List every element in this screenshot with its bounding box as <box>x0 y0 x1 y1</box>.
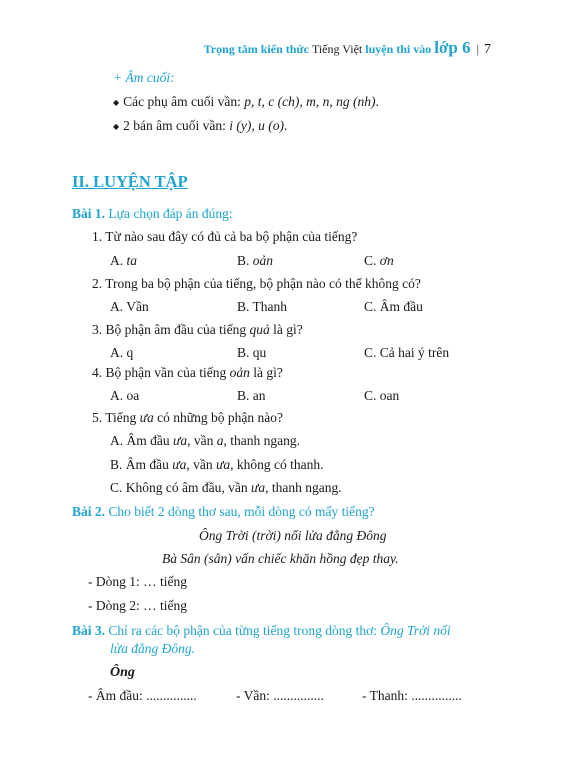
bullet-1-label: Các phụ âm cuối vần: <box>123 94 241 109</box>
q2-option-a: A. Vần <box>110 299 149 314</box>
bai2-label: Bài 2. <box>72 504 106 519</box>
bai3-title: Chỉ ra các bộ phận của từng tiếng trong dòng thơ: <box>108 623 378 638</box>
q5a-part-4: a <box>216 433 224 448</box>
q5-text-pre: 5. Tiếng <box>92 410 137 425</box>
q2-option-c: C. Âm đầu <box>364 299 423 314</box>
bai1-question-4 <box>92 365 283 381</box>
thanh-field: - Thanh: ............... <box>362 688 462 703</box>
q3-text-pre: 3. Bộ phận âm đầu của tiếng <box>92 322 247 337</box>
q1-option-c <box>364 253 394 269</box>
q5c-part-2: ưa <box>250 480 266 495</box>
q3-option-b: B. qu <box>237 345 267 360</box>
q5a-part-2: ưa <box>173 433 188 448</box>
q5b-part-5: , không có thanh. <box>230 457 324 472</box>
bullet-2-value: i (y), u (o) <box>229 118 284 133</box>
am-cuoi-bullet-2 <box>113 118 287 134</box>
bai1-question-3 <box>92 322 303 338</box>
q5b-part-3: , vần <box>186 457 213 472</box>
bai3-verse-part-2: lửa đằng Đông. <box>110 641 195 656</box>
header-text-1: Trọng tâm kiến thức <box>203 42 309 56</box>
bai3-heading <box>72 623 451 639</box>
q5b-part-4: ưa <box>216 457 231 472</box>
q3-word: quả <box>249 322 270 337</box>
q4-word: oản <box>229 365 250 380</box>
bai3-verse-part-1: Ông Trời nổi <box>380 623 451 638</box>
q1-c-letter: C. <box>364 253 377 268</box>
q5-word: ưa <box>139 410 154 425</box>
q4-text-pre: 4. Bộ phận vần của tiếng <box>92 365 227 380</box>
q3-text-post: là gì? <box>273 322 303 337</box>
q4-option-c: C. oan <box>364 388 400 403</box>
bai1-question-5 <box>92 410 283 426</box>
q5-option-b <box>110 457 324 473</box>
am-cuoi-bullet-1 <box>113 94 379 110</box>
bai3-label: Bài 3. <box>72 623 106 638</box>
bullet-2-label: 2 bán âm cuối vần: <box>123 118 226 133</box>
header-text-4: lớp 6 <box>434 38 471 57</box>
poem-line-2: Bà Sân (sân) vấn chiếc khăn hồng đẹp thay. <box>162 551 399 566</box>
section-title: II. LUYỆN TẬP <box>72 172 188 191</box>
poem-line-1: Ông Trời (trời) nổi lửa đằng Đông <box>199 528 387 543</box>
q1-b-text: oản <box>252 253 274 268</box>
bullet-2-end: . <box>284 118 288 133</box>
q5b-part-2: ưa <box>172 457 187 472</box>
q5-option-c <box>110 480 342 496</box>
bai1-label: Bài 1. <box>72 206 106 221</box>
q5-option-a <box>110 433 300 449</box>
bai2-title: Cho biết 2 dòng thơ sau, mỗi dòng có mấy tiếng? <box>108 504 375 519</box>
q1-a-letter: A. <box>110 253 124 268</box>
q1-c-text: ơn <box>379 253 394 268</box>
q4-text-post: là gì? <box>253 365 283 380</box>
q3-option-c: C. Cả hai ý trên <box>364 345 450 360</box>
q1-option-a <box>110 253 137 269</box>
bai2-heading <box>72 504 375 520</box>
q5c-part-3: , thanh ngang. <box>265 480 342 495</box>
q2-option-b: B. Thanh <box>237 299 287 314</box>
page-number: 7 <box>484 42 491 57</box>
bullet-1-end: . <box>375 94 379 109</box>
q4-option-a: A. oa <box>110 388 140 403</box>
bai1-title: Lựa chọn đáp án đúng: <box>108 206 233 221</box>
q1-a-text: ta <box>126 253 138 268</box>
am-cuoi-heading: + Âm cuối: <box>113 70 175 85</box>
q5a-part-5: , thanh ngang. <box>223 433 300 448</box>
bullet-1-value: p, t, c (ch), m, n, ng (nh) <box>244 94 376 109</box>
bai3-word: Ông <box>110 665 135 680</box>
q1-b-letter: B. <box>237 253 250 268</box>
am-dau-field: - Âm đầu: ............... <box>88 688 197 703</box>
page-header <box>204 38 491 58</box>
q3-option-a: A. q <box>110 345 134 360</box>
bai1-heading <box>72 206 233 222</box>
header-text-2: Tiếng Việt <box>311 42 363 56</box>
q1-option-b <box>237 253 273 269</box>
bai1-question-1: 1. Từ nào sau đây có đủ cả ba bộ phận của tiếng? <box>92 229 358 244</box>
bai2-answer-2: - Dòng 2: … tiếng <box>88 598 187 613</box>
q4-option-b: B. an <box>237 388 266 403</box>
q5a-part-3: , vần <box>187 433 214 448</box>
van-field: - Vần: ............... <box>236 688 324 703</box>
bai2-answer-1: - Dòng 1: … tiếng <box>88 574 187 589</box>
bai1-question-2: 2. Trong ba bộ phận của tiếng, bộ phận nào có thể không có? <box>92 276 421 291</box>
q5b-part-1: B. Âm đầu <box>110 457 169 472</box>
q5-text-post: có những bộ phận nào? <box>157 410 283 425</box>
header-separator: | <box>476 42 479 56</box>
q5c-part-1: C. Không có âm đầu, vần <box>110 480 248 495</box>
header-text-3: luyện thi vào <box>365 42 432 56</box>
q5a-part-1: A. Âm đầu <box>110 433 170 448</box>
